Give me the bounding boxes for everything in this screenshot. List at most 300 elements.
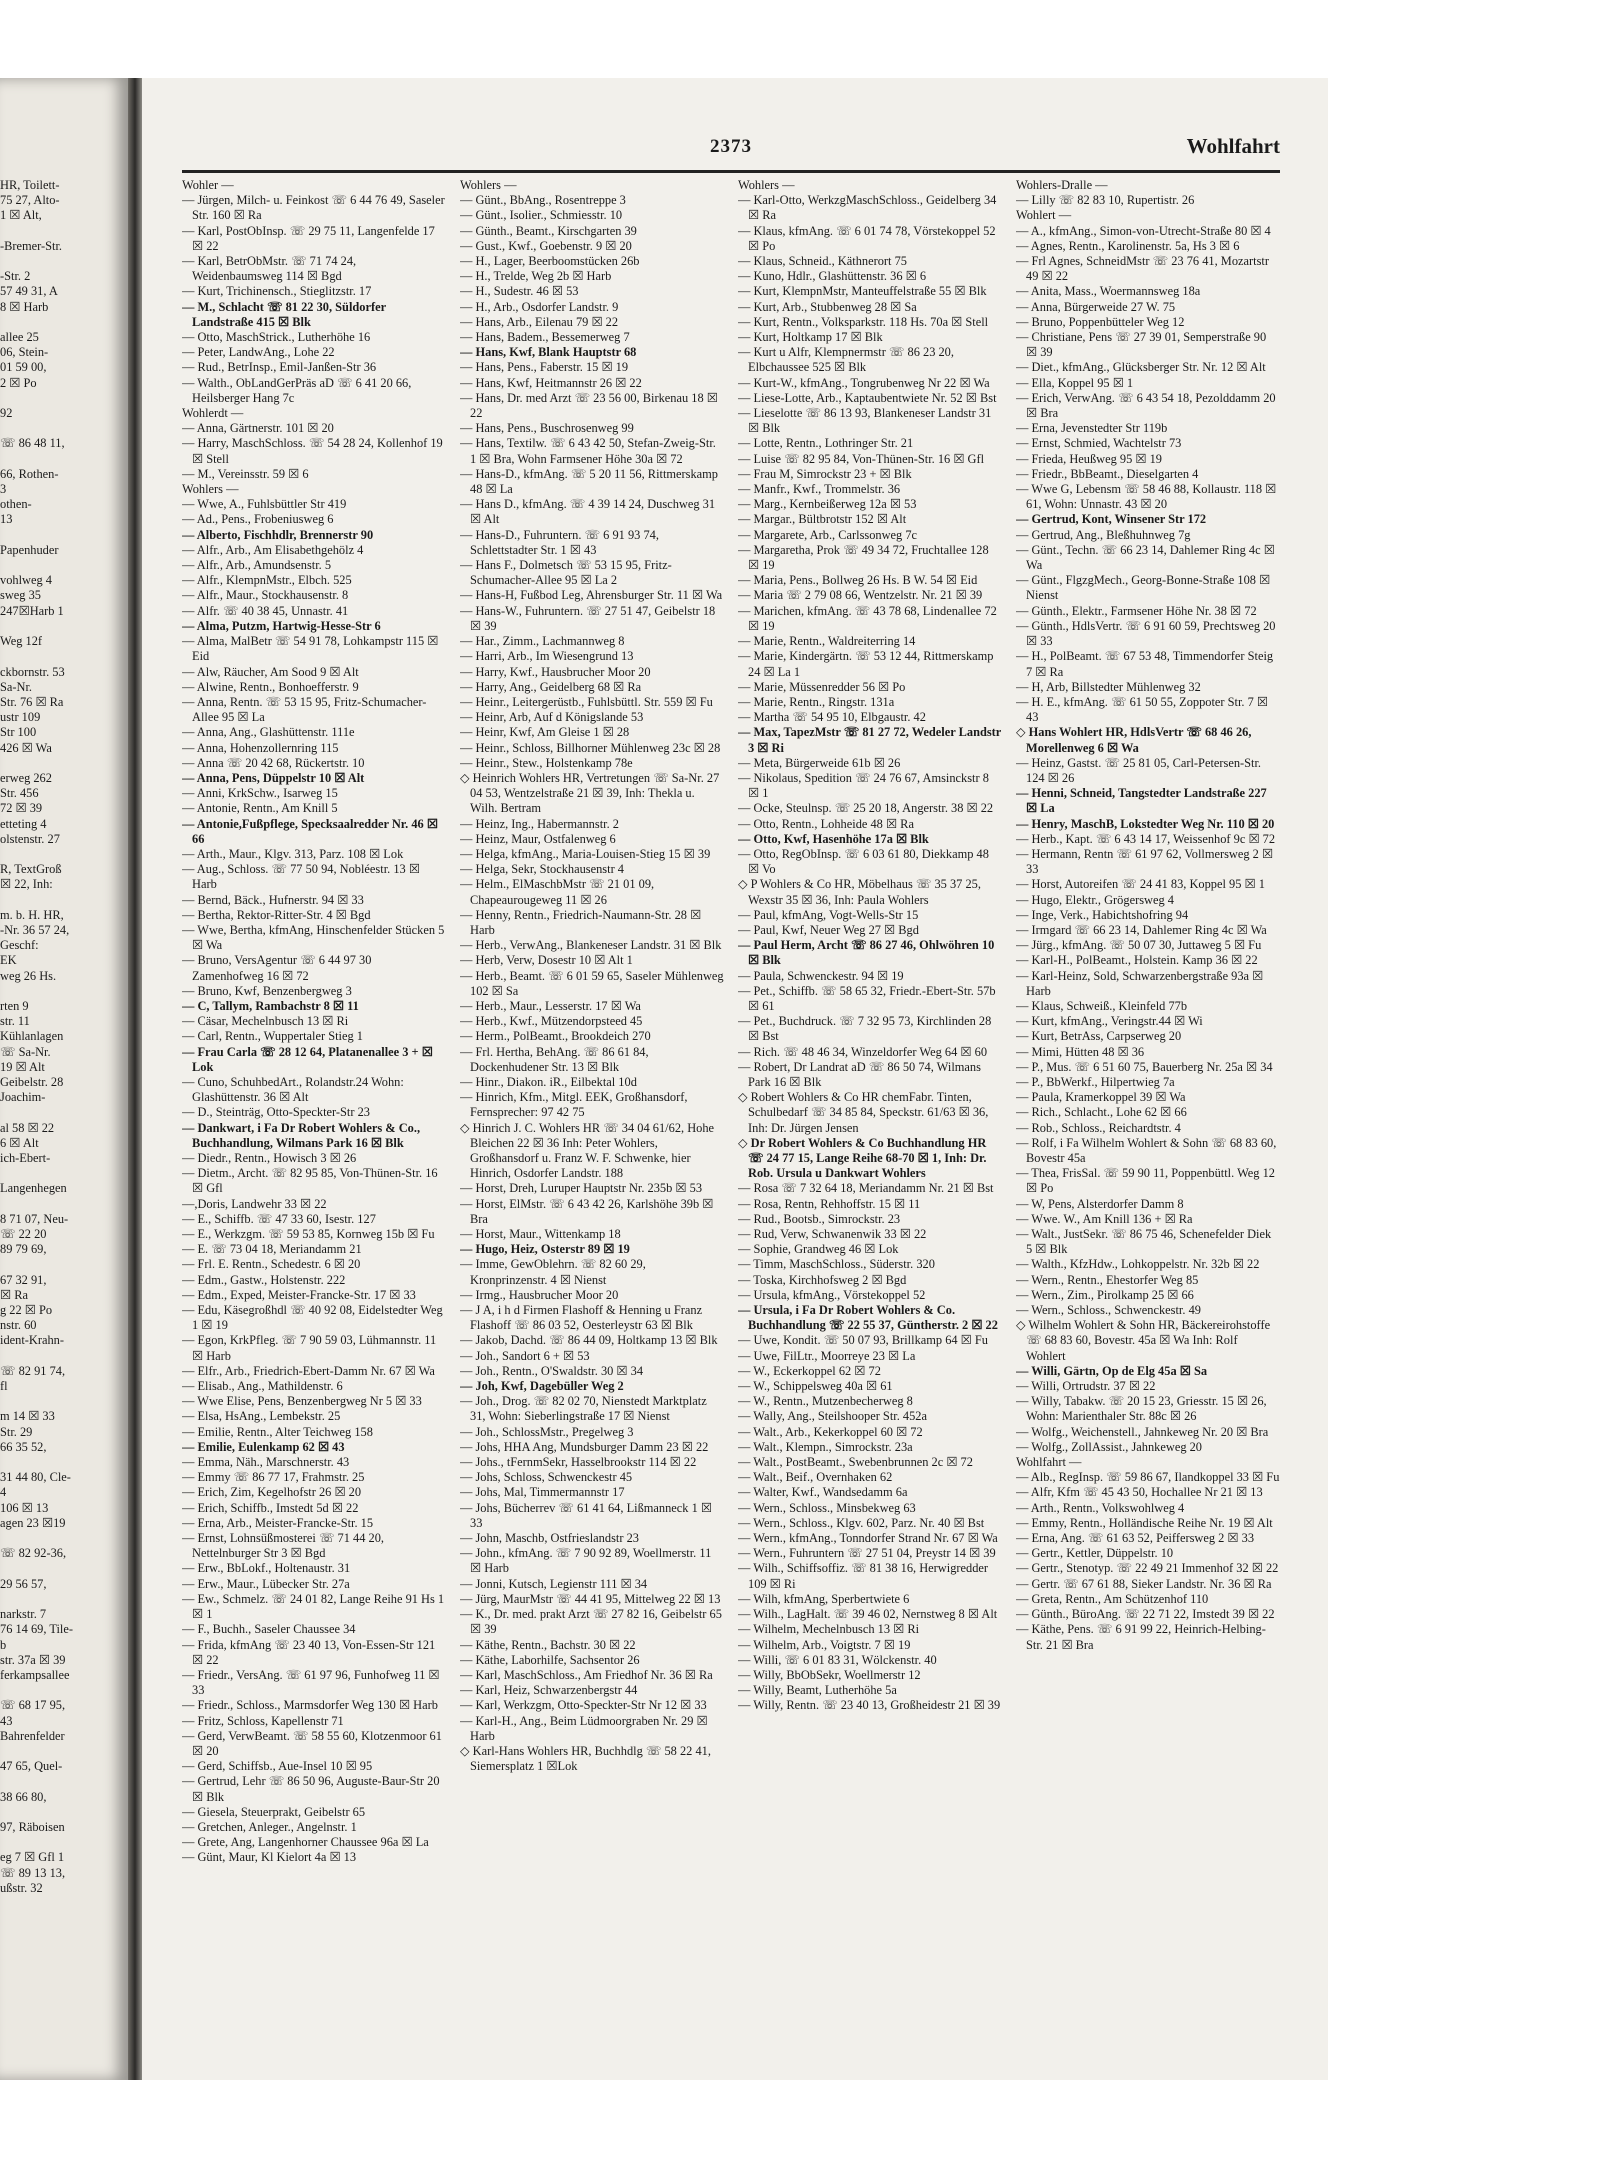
left-fragment-line: 247☒Harb 1 xyxy=(0,603,64,618)
directory-entry: ◇ Hans Wohlert HR, HdlsVertr ☏ 68 46 26, Morellenweg 6 ☒ Wa xyxy=(1016,725,1252,755)
directory-entry: — Heinr., Stew., Holstenkamp 78e xyxy=(460,755,633,770)
directory-entry: — Joh., Rentn., O'Swaldstr. 30 ☒ 34 xyxy=(460,1363,644,1378)
directory-entry: — Alfr. ☏ 40 38 45, Unnastr. 41 xyxy=(182,603,349,618)
directory-entry: — Agnes, Rentn., Karolinenstr. 5a, Hs 3 ☒ 6 xyxy=(1016,238,1240,253)
directory-entry: — Wwe G, Lebensm ☏ 58 46 88, Kollaustr. 118 ☒ 61, Wohn: Unnastr. 43 ☒ 20 xyxy=(1016,482,1277,512)
directory-entry: — Karl-H., PolBeamt., Holstein. Kamp 36 ☒ 22 xyxy=(1016,953,1258,968)
directory-entry: — Heinr, Kwf, Am Gleise 1 ☒ 28 xyxy=(460,725,630,740)
directory-entry: — Hans-H, Fußbod Leg, Ahrensburger Str. 11 ☒ Wa xyxy=(460,588,723,603)
directory-entry: — Pet., Schiffb. ☏ 58 65 32, Friedr.-Ebert-Str. 57b ☒ 61 xyxy=(738,983,996,1013)
left-fragment-line: Str 100 xyxy=(0,725,37,740)
directory-entry: — Gerd, VerwBeamt. ☏ 58 55 60, Klotzenmoor 61 ☒ 20 xyxy=(182,1728,442,1758)
directory-entry: — H, Arb, Billstedter Mühlenweg 32 xyxy=(1016,679,1201,694)
directory-entry: — Aug., Schloss. ☏ 77 50 94, Nobléestr. 13 ☒ Harb xyxy=(182,862,420,892)
directory-entry: — Elsa, HsAng., Lembekstr. 25 xyxy=(182,1409,341,1424)
directory-entry: — Hans, Pens., Buschrosenweg 99 xyxy=(460,421,634,436)
left-fragment-line: 4 xyxy=(0,1485,7,1500)
directory-entry: — Margaretha, Prok ☏ 49 34 72, Fruchtallee 128 ☒ 19 xyxy=(738,542,989,573)
directory-entry: — Rud., Bootsb., Simrockstr. 23 xyxy=(738,1211,901,1226)
directory-entry: — Diedr., Rentn., Howisch 3 ☒ 26 xyxy=(182,1151,357,1165)
directory-entry: — Karl, BetrObMstr. ☏ 71 74 24, Weidenbaumsweg 114 ☒ Bgd xyxy=(182,254,357,284)
page-header xyxy=(182,130,1280,173)
directory-entry: — Herb, Verw, Dosestr 10 ☒ Alt 1 xyxy=(460,953,633,968)
directory-entry: — Günth., Elektr., Farmsener Höhe Nr. 38 ☒ 72 xyxy=(1016,603,1257,618)
directory-entry: — Emilie, Rentn., Alter Teichweg 158 xyxy=(182,1424,373,1439)
directory-entry: — Thea, FrisSal. ☏ 59 90 11, Poppenbüttl. Weg 12 ☒ Po xyxy=(1016,1166,1275,1196)
directory-entry: — Frau M, Simrockstr 23 + ☒ Blk xyxy=(738,466,912,481)
directory-entry: — Paul Herm, Archt ☏ 86 27 46, Ohlwöhren 10 ☒ Blk xyxy=(738,938,995,968)
directory-entry: — Hans, Textilw. ☏ 6 43 42 50, Stefan-Zweig-Str. 1 ☒ Bra, Wohn Farmsener Höhe 30a ☒ 72 xyxy=(460,436,716,466)
directory-entry: — Emma, Näh., Marschnerstr. 43 xyxy=(182,1455,350,1470)
directory-entry: — Anna, Ang., Glashüttenstr. 111e xyxy=(182,725,355,740)
left-fragment-line: 1 ☒ Alt, xyxy=(0,208,42,223)
directory-entry: — Käthe, Pens. ☏ 6 91 99 22, Heinrich-Helbing-Str. 21 ☒ Bra xyxy=(1016,1622,1266,1652)
directory-entry: — Rob., Schloss., Reichardtstr. 4 xyxy=(1016,1120,1181,1135)
left-fragment-line: 13 xyxy=(0,512,13,527)
directory-entry: — Jakob, Dachd. ☏ 86 44 09, Holtkamp 13 ☒ Blk xyxy=(460,1333,718,1348)
directory-entry: — Wilhelm, Arb., Voigtstr. 7 ☒ 19 xyxy=(738,1637,911,1652)
directory-entry: — J A, i h d Firmen Flashoff & Henning u Franz Flashoff ☏ 86 03 52, Oesterleystr 63 ☒ Blk xyxy=(460,1303,703,1333)
directory-column-3 xyxy=(738,178,1002,2040)
directory-entry: — John., kfmAng. ☏ 7 90 92 89, Woellmerstr. 11 ☒ Harb xyxy=(460,1546,712,1576)
directory-entry: — Günt., BbAng., Rosentreppe 3 xyxy=(460,193,626,208)
directory-entry: — Käthe, Rentn., Bachstr. 30 ☒ 22 xyxy=(460,1637,636,1652)
directory-entry: — Kurt, kfmAng., Veringstr.44 ☒ Wi xyxy=(1016,1014,1203,1029)
directory-entry: — Anna, Pens, Düppelstr 10 ☒ Alt xyxy=(182,770,365,785)
left-fragment-line: sweg 35 xyxy=(0,588,41,603)
left-fragment-line: othen- xyxy=(0,497,32,512)
left-fragment-line: 3 xyxy=(0,482,7,497)
directory-entry: — Alma, MalBetr ☏ 54 91 78, Lohkampstr 115 ☒ Eid xyxy=(182,634,439,664)
directory-entry: — Pet., Buchdruck. ☏ 7 32 95 73, Kirchlinden 28 ☒ Bst xyxy=(738,1014,992,1044)
left-fragment-line: EK xyxy=(0,953,17,968)
left-fragment-line: ☒ 22, Inh: xyxy=(0,877,53,892)
directory-entry: — Rosa, Rentn, Rehhoffstr. 15 ☒ 11 xyxy=(738,1196,921,1211)
directory-entry: — Alfr, Kfm ☏ 45 43 50, Hochallee Nr 21 ☒ 13 xyxy=(1016,1485,1263,1500)
directory-entry: — Frau Carla ☏ 28 12 64, Platanenallee 3 + ☒ Lok xyxy=(182,1044,433,1074)
left-fragment-line xyxy=(0,1561,118,1576)
left-fragment-line: olstenstr. 27 xyxy=(0,831,60,846)
left-page-fragment xyxy=(0,78,128,2080)
directory-entry: — Joh, Kwf, Dagebüller Weg 2 xyxy=(460,1379,624,1394)
directory-entry: — Horst, Maur., Wittenkamp 18 xyxy=(460,1227,621,1242)
left-fragment-line: 89 79 69, xyxy=(0,1242,47,1257)
directory-entry: — Alfr., Arb., Amundsenstr. 5 xyxy=(182,558,332,573)
directory-entry: — Emilie, Eulenkamp 62 ☒ 43 xyxy=(182,1439,345,1454)
directory-entry: — Inge, Verk., Habichtshofring 94 xyxy=(1016,907,1189,922)
directory-entry: — Paula, Kramerkoppel 39 ☒ Wa xyxy=(1016,1090,1186,1105)
directory-entry: ◇ Karl-Hans Wohlers HR, Buchhdlg ☏ 58 22 41, Siemersplatz 1 ☒Lok xyxy=(460,1743,711,1774)
directory-entry: — Erich, Schiffb., Imstedt 5d ☒ 22 xyxy=(182,1500,359,1515)
directory-entry: — Uwe, FilLtr., Moorreye 23 ☒ La xyxy=(738,1348,916,1363)
directory-entry: — H., Sudestr. 46 ☒ 53 xyxy=(460,284,579,299)
directory-entry: — Marie, Kindergärtn. ☏ 53 12 44, Rittmerskamp 24 ☒ La 1 xyxy=(738,649,994,679)
left-fragment-line: eg 7 ☒ Gfl 1 xyxy=(0,1850,65,1865)
left-fragment-line: 06, Stein- xyxy=(0,345,49,360)
left-fragment-line: Str. 76 ☒ Ra xyxy=(0,694,64,709)
directory-entry: — Klaus, Schweiß., Kleinfeld 77b xyxy=(1016,998,1188,1013)
directory-page xyxy=(142,78,1328,2080)
directory-entry: — Günt, Maur, Kl Kielort 4a ☒ 13 xyxy=(182,1850,357,1865)
directory-entry: — Karl-Heinz, Sold, Schwarzenbergstraße 93a ☒ Harb xyxy=(1016,968,1264,998)
left-fragment-line: 8 71 07, Neu- xyxy=(0,1211,69,1226)
left-fragment-line xyxy=(0,1835,118,1850)
directory-entry: — Paula, Schwenckestr. 94 ☒ 19 xyxy=(738,968,904,983)
left-fragment-line xyxy=(0,1531,118,1546)
left-fragment-line xyxy=(0,391,118,406)
directory-entry: — Joh., Sandort 6 + ☒ 53 xyxy=(460,1348,590,1363)
directory-entry: — Frl. Hertha, BehAng. ☏ 86 61 84, Dockenhudener Str. 13 ☒ Blk xyxy=(460,1044,649,1074)
directory-entry: — Wolfg., ZollAssist., Jahnkeweg 20 xyxy=(1016,1439,1202,1454)
left-fragment-line: ☒ Ra xyxy=(0,1287,28,1302)
directory-entry: — Jürgen, Milch- u. Feinkost ☏ 6 44 76 49, Saseler Str. 160 ☒ Ra xyxy=(182,193,445,223)
directory-entry: — Wally, Ang., Steilshooper Str. 452a xyxy=(738,1409,927,1424)
left-fragment-line xyxy=(0,315,118,330)
left-fragment-line xyxy=(0,1592,118,1607)
left-fragment-line: Papenhuder xyxy=(0,542,59,557)
directory-entry: — Horst, Autoreifen ☏ 24 41 83, Koppel 95 ☒ 1 xyxy=(1016,877,1265,892)
left-fragment-line: ident-Krahn- xyxy=(0,1333,64,1348)
left-fragment-line xyxy=(0,1683,118,1698)
directory-entry: — Gertr., Stenotyp. ☏ 22 49 21 Immenhof 32 ☒ 22 xyxy=(1016,1561,1279,1576)
directory-entry: — Arth., Maur., Klgv. 313, Parz. 108 ☒ Lok xyxy=(182,846,404,861)
directory-entry: — Alfr., Maur., Stockhausenstr. 8 xyxy=(182,588,349,603)
directory-entry: — Fritz, Schloss, Kapellenstr 71 xyxy=(182,1713,344,1728)
left-fragment-line: Bahrenfelder xyxy=(0,1728,65,1743)
directory-entry: — Harry, Kwf., Hausbrucher Moor 20 xyxy=(460,664,651,679)
left-fragment-line: weg 26 Hs. xyxy=(0,968,57,983)
directory-entry: — M., Schlacht ☏ 81 22 30, Süldorfer Landstraße 415 ☒ Blk xyxy=(182,299,386,329)
left-fragment-line: ☏ 82 91 74, xyxy=(0,1363,66,1378)
left-fragment-line: allee 25 xyxy=(0,330,39,345)
directory-entry: — Frl. E. Rentn., Schedestr. 6 ☒ 20 xyxy=(182,1257,361,1272)
left-fragment-line: 38 66 80, xyxy=(0,1789,47,1804)
left-fragment-line xyxy=(0,1105,118,1120)
left-fragment-line xyxy=(0,254,118,269)
directory-entry: — Walt., Klempn., Simrockstr. 23a xyxy=(738,1439,913,1454)
directory-entry: — Carl, Rentn., Wuppertaler Stieg 1 xyxy=(182,1029,363,1044)
directory-entry: — Hans, Arb., Eilenau 79 ☒ 22 xyxy=(460,314,619,329)
scanned-book-spread xyxy=(0,78,1328,2080)
directory-entry: — Kurt-W., kfmAng., Tongrubenweg Nr 22 ☒ Wa xyxy=(738,375,990,390)
left-fragment-line: ußstr. 32 xyxy=(0,1880,43,1895)
left-fragment-line: 76 14 69, Tile- xyxy=(0,1622,73,1637)
directory-entry: — Erna, Arb., Meister-Francke-Str. 15 xyxy=(182,1515,374,1530)
directory-entry: — Anna ☏ 20 42 68, Rückertstr. 10 xyxy=(182,755,365,770)
left-fragment-line: 57 49 31, A xyxy=(0,284,58,299)
directory-entry: — P., Mus. ☏ 6 51 60 75, Bauerberg Nr. 25a ☒ 34 xyxy=(1016,1059,1273,1074)
directory-entry: ◇ Hinrich J. C. Wohlers HR ☏ 34 04 61/62, Hohe Bleichen 22 ☒ 36 Inh: Peter Wohlers, Großhansdorf u. Franz W. F. Schwenke, hier Hinrich, Osdorfer Landstr. 188 xyxy=(460,1120,715,1181)
directory-entry: — Wilh, kfmAng, Sperbertwiete 6 xyxy=(738,1591,910,1606)
directory-entry: — Günt., Techn. ☏ 66 23 14, Dahlemer Ring 4c ☒ Wa xyxy=(1016,542,1275,573)
left-fragment-line: 67 32 91, xyxy=(0,1272,47,1287)
directory-entry: — Willy, Tabakw. ☏ 20 15 23, Griesstr. 15 ☒ 26, Wohn: Marienthaler Str. 88c ☒ 26 xyxy=(1016,1394,1267,1424)
left-fragment-line: m 14 ☒ 33 xyxy=(0,1409,55,1424)
directory-entry: — Otto, MaschStrick., Lutherhöhe 16 xyxy=(182,330,371,345)
left-fragment-line: 19 ☒ Alt xyxy=(0,1059,45,1074)
directory-entry: — Willi, Gärtn, Op de Elg 45a ☒ Sa xyxy=(1016,1363,1208,1378)
directory-entry: — Bertha, Rektor-Ritter-Str. 4 ☒ Bgd xyxy=(182,907,371,922)
directory-entry: ◇ Robert Wohlers & Co HR chemFabr. Tinten, Schulbedarf ☏ 34 85 84, Speckstr. 61/63 ☒ 36, Inh: Dr. Jürgen Jensen xyxy=(738,1090,989,1135)
directory-entry: — Wern., Rentn., Ehestorfer Weg 85 xyxy=(1016,1272,1199,1287)
directory-entry: — Wilh., LagHalt. ☏ 39 46 02, Nernstweg 8 ☒ Alt xyxy=(738,1607,998,1622)
left-fragment-line: str. 11 xyxy=(0,1014,30,1029)
directory-entry: — Erna, Jevenstedter Str 119b xyxy=(1016,421,1168,436)
directory-entry: — Marg., Kernbeißerweg 12a ☒ 53 xyxy=(738,497,917,512)
directory-entry: — Walth., KfzHdw., Lohkoppelstr. Nr. 32b ☒ 22 xyxy=(1016,1257,1260,1272)
directory-entry: — Willi, Ortrudstr. 37 ☒ 22 xyxy=(1016,1379,1156,1394)
directory-entry: — D., Steinträg, Otto-Speckter-Str 23 xyxy=(182,1105,370,1120)
left-fragment-line xyxy=(0,756,118,771)
directory-entry: — A., kfmAng., Simon-von-Utrecht-Straße 80 ☒ 4 xyxy=(1016,223,1271,238)
directory-entry: — H., Lager, Beerboomstücken 26b xyxy=(460,254,640,269)
directory-entry: — Hermann, Rentn ☏ 61 97 62, Vollmersweg 2 ☒ 33 xyxy=(1016,846,1274,877)
left-fragment-line: 106 ☒ 13 xyxy=(0,1500,49,1515)
directory-entry: — Kuno, Hdlr., Glashüttenstr. 36 ☒ 6 xyxy=(738,269,927,284)
directory-entry: — Günth., HdlsVertr. ☏ 6 91 60 59, Prechtsweg 20 ☒ 33 xyxy=(1016,618,1276,649)
directory-entry: — Greta, Rentn., Am Schützenhof 110 xyxy=(1016,1591,1209,1606)
directory-entry: — Ursula, kfmAng., Vörstekoppel 52 xyxy=(738,1287,926,1302)
directory-entry: — Karl-H., Ang., Beim Lüdmoorgraben Nr. 29 ☒ Harb xyxy=(460,1713,708,1743)
directory-entry: — Wwe. W., Am Knill 136 + ☒ Ra xyxy=(1016,1211,1193,1226)
directory-entry: — Hans-D., Fuhruntern. ☏ 6 91 93 74, Schlettstadter Str. 1 ☒ 43 xyxy=(460,527,659,557)
directory-entry: — M., Vereinsstr. 59 ☒ 6 xyxy=(182,466,309,481)
directory-entry: — Käthe, Laborhilfe, Sachsentor 26 xyxy=(460,1652,640,1667)
directory-entry: — Grete, Ang, Langenhorner Chaussee 96a ☒ La xyxy=(182,1835,429,1850)
directory-entry: — Paul, Kwf, Neuer Weg 27 ☒ Bgd xyxy=(738,922,919,937)
directory-entry: — Bruno, Poppenbütteler Weg 12 xyxy=(1016,314,1185,329)
left-fragment-line xyxy=(0,619,118,634)
directory-entry: — Walt., JustSekr. ☏ 86 75 46, Schenefelder Diek 5 ☒ Blk xyxy=(1016,1227,1272,1257)
directory-entry: —,Doris, Landwehr 33 ☒ 22 xyxy=(182,1196,327,1211)
directory-entry: — Kurt, Rentn., Volksparkstr. 118 Hs. 70a ☒ Stell xyxy=(738,314,989,329)
directory-entry: — Hans-D., kfmAng. ☏ 5 20 11 56, Rittmerskamp 48 ☒ La xyxy=(460,466,719,497)
left-fragment-line: -Nr. 36 57 24, xyxy=(0,922,70,937)
directory-entry: — Marichen, kfmAng. ☏ 43 78 68, Lindenallee 72 ☒ 19 xyxy=(738,603,997,633)
directory-entry: — C, Tallym, Rambachstr 8 ☒ 11 xyxy=(182,998,359,1013)
directory-entry: — Antonie,Fußpflege, Specksaalredder Nr. 46 ☒ 66 xyxy=(182,816,438,846)
directory-entry: — Gerd, Schiffsb., Aue-Insel 10 ☒ 95 xyxy=(182,1759,373,1774)
directory-entry: — Wwe, A., Fuhlsbüttler Str 419 xyxy=(182,497,347,512)
directory-entry: — Willy, Beamt, Lutherhöhe 5a xyxy=(738,1683,897,1698)
directory-entry: — Manfr., Kwf., Trommelstr. 36 xyxy=(738,482,901,497)
left-fragment-line xyxy=(0,224,118,239)
directory-entry: — Bernd, Bäck., Hufnerstr. 94 ☒ 33 xyxy=(182,892,364,907)
directory-entry: — Otto, Kwf, Hasenhöhe 17a ☒ Blk xyxy=(738,831,929,846)
left-fragment-line: ☏ 82 92-36, xyxy=(0,1546,67,1561)
left-fragment-line xyxy=(0,1257,118,1272)
directory-entry: — Bruno, Kwf, Benzenbergweg 3 xyxy=(182,983,352,998)
directory-entry: — Rolf, i Fa Wilhelm Wohlert & Sohn ☏ 68 83 60, Bovestr 45a xyxy=(1016,1135,1277,1165)
directory-entry: — Marie, Müssenredder 56 ☒ Po xyxy=(738,679,906,694)
directory-entry: — Lilly ☏ 82 83 10, Rupertistr. 26 xyxy=(1016,193,1195,208)
left-fragment-line xyxy=(0,1166,118,1181)
directory-entry: — Alwine, Rentn., Bonhoefferstr. 9 xyxy=(182,679,359,694)
directory-entry: — Anna, Rentn. ☏ 53 15 95, Fritz-Schumacher-Allee 95 ☒ La xyxy=(182,694,427,725)
directory-entry: — Wwe Elise, Pens, Benzenbergweg Nr 5 ☒ 33 xyxy=(182,1394,422,1409)
directory-entry: — Klaus, Schneid., Käthnerort 75 xyxy=(738,254,907,269)
directory-entry: — W., Rentn., Mutzenbecherweg 8 xyxy=(738,1394,913,1409)
directory-entry: — Herm., PolBeamt., Brookdeich 270 xyxy=(460,1029,651,1044)
directory-entry: — Klaus, kfmAng. ☏ 6 01 74 78, Vörstekoppel 52 ☒ Po xyxy=(738,223,996,253)
directory-entry: — Anna, Hohenzollernring 115 xyxy=(182,740,339,755)
left-fragment-line: vohlweg 4 xyxy=(0,573,52,588)
directory-entry: — Lotte, Rentn., Lothringer Str. 21 xyxy=(738,436,914,451)
directory-entry: — Luise ☏ 82 95 84, Von-Thünen-Str. 16 ☒ Gfl xyxy=(738,451,985,466)
directory-entry: — Joh., SchlossMstr., Pregelweg 3 xyxy=(460,1424,634,1439)
directory-entry: — Rosa ☏ 7 32 64 18, Meriandamm Nr. 21 ☒ Bst xyxy=(738,1181,994,1196)
directory-entry: — Ew., Schmelz. ☏ 24 01 82, Lange Reihe 91 Hs 1 ☒ 1 xyxy=(182,1591,445,1622)
left-fragment-line: 92 xyxy=(0,406,13,421)
directory-entry: — Johs., tFernmSekr, Hasselbrookstr 114 ☒ 22 xyxy=(460,1455,697,1470)
left-fragment-line: erweg 262 xyxy=(0,770,52,785)
directory-entry: — Wern., Zim., Pirolkamp 25 ☒ 66 xyxy=(1016,1287,1194,1302)
directory-entry: — E. ☏ 73 04 18, Meriandamm 21 xyxy=(182,1242,362,1257)
directory-entry: — Wilhelm, Mechelnbusch 13 ☒ Ri xyxy=(738,1622,920,1637)
directory-entry: — Margar., Bültbrotstr 152 ☒ Alt xyxy=(738,512,907,527)
directory-entry: — Christiane, Pens ☏ 27 39 01, Semperstraße 90 ☒ 39 xyxy=(1016,330,1267,360)
directory-entry: — Emmy ☏ 86 77 17, Frahmstr. 25 xyxy=(182,1470,365,1485)
section-heading: Wohlers — xyxy=(738,178,795,192)
directory-entry: — H., Trelde, Weg 2b ☒ Harb xyxy=(460,269,612,284)
left-fragment-line: rten 9 xyxy=(0,998,29,1013)
directory-entry: — Imme, GewOblehrn. ☏ 82 60 29, Kronprinzenstr. 4 ☒ Nienst xyxy=(460,1257,646,1287)
directory-entry: — Walt., Beif., Overnhaken 62 xyxy=(738,1470,893,1485)
directory-entry: — H., PolBeamt. ☏ 67 53 48, Timmendorfer Steig 7 ☒ Ra xyxy=(1016,649,1274,679)
directory-entry: — Giesela, Steuerprakt, Geibelstr 65 xyxy=(182,1804,366,1819)
directory-entry: — Rud, Verw, Schwanenwik 33 ☒ 22 xyxy=(738,1227,927,1242)
directory-entry: — Marie, Rentn., Ringstr. 131a xyxy=(738,694,895,709)
directory-entry: — K., Dr. med. prakt Arzt ☏ 27 82 16, Geibelstr 65 ☒ 39 xyxy=(460,1607,722,1637)
left-fragment-line: 72 ☒ 39 xyxy=(0,801,43,816)
left-fragment-line: 01 59 00, xyxy=(0,360,47,375)
directory-entry: — Walter, Kwf., Wandsedamm 6a xyxy=(738,1485,908,1500)
directory-entry: — Gertrud, Lehr ☏ 86 50 96, Auguste-Baur-Str 20 ☒ Blk xyxy=(182,1774,440,1804)
section-heading: Wohlerdt — xyxy=(182,406,244,421)
directory-entry: — Alb., RegInsp. ☏ 59 86 67, Ilandkoppel 33 ☒ Fu xyxy=(1016,1470,1280,1485)
left-fragment-line: m. b. H. HR, xyxy=(0,907,64,922)
directory-entry: — Cuno, SchuhbedArt., Rolandstr.24 Wohn: Glashüttenstr. 36 ☒ Alt xyxy=(182,1074,404,1105)
directory-entry: — Ocke, Steulnsp. ☏ 25 20 18, Angerstr. 38 ☒ 22 xyxy=(738,801,994,816)
directory-entry: — Hans, Kwf, Heitmannstr 26 ☒ 22 xyxy=(460,375,642,390)
left-fragment-line xyxy=(0,893,118,908)
directory-entry: — Ursula, i Fa Dr Robert Wohlers & Co. Buchhandlung ☏ 22 55 37, Güntherstr. 2 ☒ 22 xyxy=(738,1303,998,1333)
directory-entry: — Erich, Zim, Kegelhofstr 26 ☒ 20 xyxy=(182,1485,362,1500)
directory-entry: — Horst, Dreh, Luruper Hauptstr Nr. 235b ☒ 53 xyxy=(460,1181,703,1196)
directory-entry: — Henny, Rentn., Friedrich-Naumann-Str. 28 ☒ Harb xyxy=(460,907,702,937)
left-fragment-line xyxy=(0,1394,118,1409)
left-fragment-line: Langenhegen xyxy=(0,1181,67,1196)
left-fragment-line: Joachim- xyxy=(0,1090,46,1105)
directory-entry: — Johs, HHA Ang, Mundsburger Damm 23 ☒ 22 xyxy=(460,1439,709,1454)
directory-entry: — Harry, MaschSchloss. ☏ 54 28 24, Kollenhof 19 ☒ Stell xyxy=(182,436,443,466)
directory-entry: — W., Eckerkoppel 62 ☒ 72 xyxy=(738,1363,881,1378)
left-fragment-line: ich-Ebert- xyxy=(0,1151,51,1165)
directory-entry: — Kurt, Trichinensch., Stieglitzstr. 17 xyxy=(182,284,372,299)
directory-entry: — Herb., VerwAng., Blankeneser Landstr. 31 ☒ Blk xyxy=(460,938,722,953)
directory-entry: — Heinz, Ing., Habermannstr. 2 xyxy=(460,816,619,831)
directory-entry: — Bruno, VersAgentur ☏ 6 44 97 30 Zamenhofweg 16 ☒ 72 xyxy=(182,953,372,983)
directory-entry: — Max, TapezMstr ☏ 81 27 72, Wedeler Landstr 3 ☒ Ri xyxy=(738,725,1002,755)
directory-entry: — Harry, Ang., Geidelberg 68 ☒ Ra xyxy=(460,679,642,694)
directory-entry: — Antonie, Rentn., Am Knill 5 xyxy=(182,801,338,816)
directory-entry: — Anna, Gärtnerstr. 101 ☒ 20 xyxy=(182,421,334,436)
directory-entry: — Walt., PostBeamt., Swebenbrunnen 2c ☒ 72 xyxy=(738,1455,973,1470)
left-fragment-line: 29 56 57, xyxy=(0,1576,47,1591)
section-heading: Wohlert — xyxy=(1016,208,1072,223)
directory-entry: — Henni, Schneid, Tangstedter Landstraße 227 ☒ La xyxy=(1016,786,1267,816)
book-gutter xyxy=(128,78,142,2080)
left-fragment-line: Sa-Nr. xyxy=(0,679,33,694)
directory-entry: — Irmg., Hausbrucher Moor 20 xyxy=(460,1287,619,1302)
left-fragment-line: agen 23 ☒19 xyxy=(0,1515,66,1530)
directory-entry: — Henry, MaschB, Lokstedter Weg Nr. 110 ☒ 20 xyxy=(1016,816,1275,831)
directory-entry: — Heinz, Gastst. ☏ 25 81 05, Carl-Petersen-Str. 124 ☒ 26 xyxy=(1016,755,1262,785)
directory-entry: — Karl, MaschSchloss., Am Friedhof Nr. 36 ☒ Ra xyxy=(460,1667,713,1682)
directory-entry: — Kurt, Arb., Stubbenweg 28 ☒ Sa xyxy=(738,299,917,314)
directory-entry: — Gertr. ☏ 67 61 88, Sieker Landstr. Nr. 36 ☒ Ra xyxy=(1016,1576,1272,1591)
directory-entry: — Alma, Putzm, Hartwig-Hesse-Str 6 xyxy=(182,618,381,633)
left-fragment-line xyxy=(0,1349,118,1364)
directory-entry: ◇ Wilhelm Wohlert & Sohn HR, Bäckereirohstoffe ☏ 68 83 60, Bovestr. 45a ☒ Wa Inh: Rolf Wohlert xyxy=(1016,1318,1271,1363)
directory-entry: — W., Schippelsweg 40a ☒ 61 xyxy=(738,1379,893,1394)
directory-column-2 xyxy=(460,178,724,2040)
directory-entry: — Elfr., Arb., Friedrich-Ebert-Damm Nr. 67 ☒ Wa xyxy=(182,1363,435,1378)
directory-entry: — Johs, Schloss, Schwenckestr 45 xyxy=(460,1470,633,1485)
directory-entry: — Edm., Exped, Meister-Francke-Str. 17 ☒ 33 xyxy=(182,1287,416,1302)
directory-entry: — Robert, Dr Landrat aD ☏ 86 50 74, Wilmans Park 16 ☒ Blk xyxy=(738,1059,981,1089)
directory-entry: — Wern., Schloss., Minsbekweg 63 xyxy=(738,1500,916,1515)
directory-entry: — Kurt, Holtkamp 17 ☒ Blk xyxy=(738,330,883,345)
directory-entry: — Kurt, KlempnMstr, Manteuffelstraße 55 ☒ Blk xyxy=(738,284,987,299)
left-fragment-line: ☏ 68 17 95, xyxy=(0,1698,66,1713)
directory-entry: — Jürg, MaurMstr ☏ 44 41 95, Mittelweg 22 ☒ 13 xyxy=(460,1591,721,1606)
left-fragment-line: etteting 4 xyxy=(0,816,47,831)
left-fragment-line xyxy=(0,847,118,862)
left-fragment-line: R, TextGroß xyxy=(0,862,62,877)
left-page-text xyxy=(0,178,118,1896)
directory-entry: — Dietm., Archt. ☏ 82 95 85, Von-Thünen-Str. 16 ☒ Gfl xyxy=(182,1166,438,1196)
directory-entry: — H. E., kfmAng. ☏ 61 50 55, Zoppoter Str. 7 ☒ 43 xyxy=(1016,694,1269,725)
left-fragment-line: ustr 109 xyxy=(0,710,41,725)
directory-entry: — Dankwart, i Fa Dr Robert Wohlers & Co., Buchhandlung, Wilmans Park 16 ☒ Blk xyxy=(182,1120,421,1150)
directory-entry: — Alberto, Fischhdlr, Brennerstr 90 xyxy=(182,527,374,542)
directory-entry: — Helm., ElMaschbMstr ☏ 21 01 09, Chapeaurougeweg 11 ☒ 26 xyxy=(460,877,655,907)
directory-entry: — Helga, Sekr, Stockhausenstr 4 xyxy=(460,862,624,877)
directory-entry: — Günth., BüroAng. ☏ 22 71 22, Imstedt 39 ☒ 22 xyxy=(1016,1607,1275,1622)
left-fragment-line xyxy=(0,421,118,436)
directory-entry: — Har., Zimm., Lachmannweg 8 xyxy=(460,634,625,649)
left-fragment-line: ☏ 86 48 11, xyxy=(0,436,65,451)
page-number: 2373 xyxy=(710,136,752,157)
directory-entry: — Willy, BbObSekr, Woellmerstr 12 xyxy=(738,1667,921,1682)
directory-entry: — Frida, kfmAng ☏ 23 40 13, Von-Essen-Str 121 ☒ 22 xyxy=(182,1637,436,1667)
directory-entry: — Karl, Werkzgm, Otto-Speckter-Str Nr 12 ☒ 33 xyxy=(460,1698,707,1713)
directory-entry: — Hans, Kwf, Blank Hauptstr 68 xyxy=(460,345,637,360)
left-fragment-line: 2 ☒ Po xyxy=(0,375,37,390)
directory-entry: — Hans F., Dolmetsch ☏ 53 15 95, Fritz-Schumacher-Allee 95 ☒ La 2 xyxy=(460,558,672,588)
directory-entry: — Joh., Drog. ☏ 82 02 70, Nienstedt Marktplatz 31, Wohn: Sieberlingstraße 17 ☒ Nienst xyxy=(460,1394,707,1424)
directory-entry: — Wolfg., Weichenstell., Jahnkeweg Nr. 20 ☒ Bra xyxy=(1016,1424,1269,1439)
left-fragment-line xyxy=(0,1744,118,1759)
directory-entry: — Gust., Kwf., Goebenstr. 9 ☒ 20 xyxy=(460,238,632,253)
directory-entry: — Timm, MaschSchloss., Süderstr. 320 xyxy=(738,1257,935,1272)
section-heading: Wohlers — xyxy=(460,178,517,192)
directory-entry: ◇ Heinrich Wohlers HR, Vertretungen ☏ Sa-Nr. 27 04 53, Wentzelstraße 21 ☒ 39, Inh: Thekla u. Wilh. Bertram xyxy=(460,770,720,816)
directory-entry: — Edm., Gastw., Holstenstr. 222 xyxy=(182,1272,346,1287)
directory-entry: — Wern., kfmAng., Tonndorfer Strand Nr. 67 ☒ Wa xyxy=(738,1531,998,1546)
directory-entry: — Hinrich, Kfm., Mitgl. EEK, Großhansdorf, Fernsprecher: 97 42 75 xyxy=(460,1090,688,1120)
